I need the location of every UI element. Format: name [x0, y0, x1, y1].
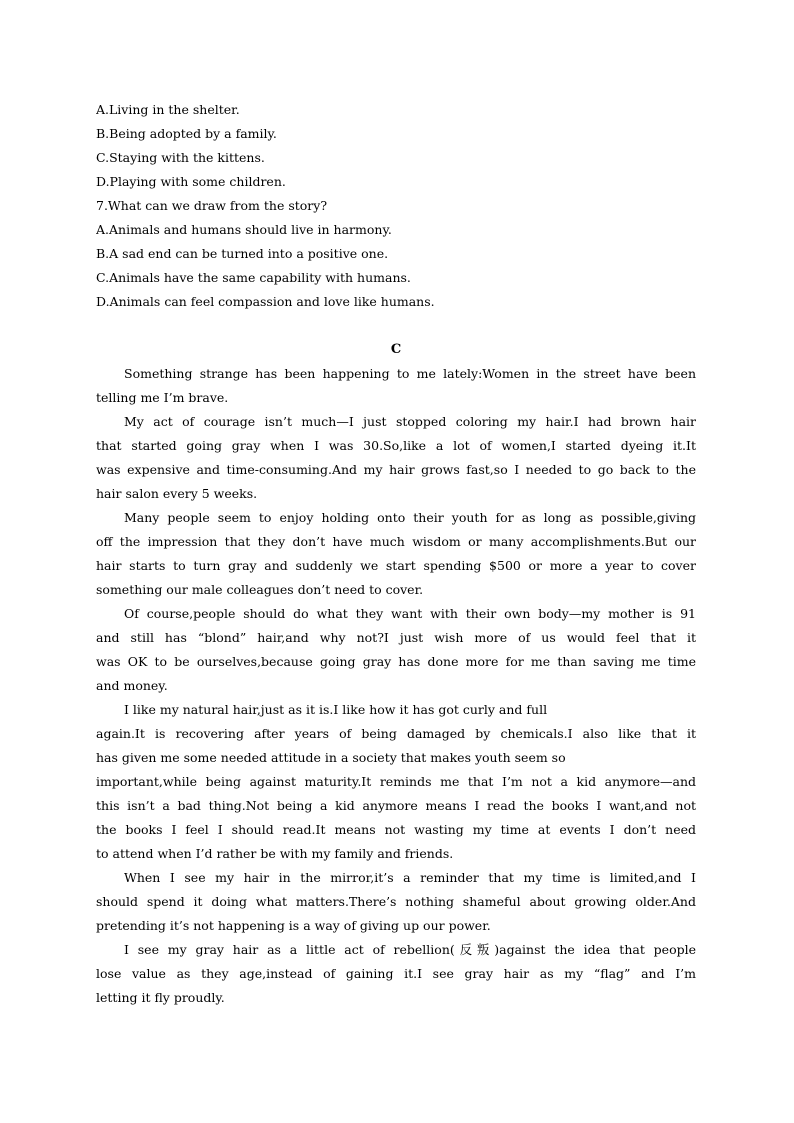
passage-line: letting it fly proudly. — [96, 990, 225, 1005]
paragraph — [96, 866, 696, 938]
q6-option-d: D.Playing with some children. — [96, 174, 286, 189]
paragraph — [96, 938, 696, 1010]
passage-line: the books I feel I should read.It means not wasting my time at events I don’t need — [96, 822, 696, 837]
q7-stem: 7.What can we draw from the story? — [96, 198, 328, 213]
section-title: C — [390, 342, 402, 357]
passage-line: telling me I’m brave. — [96, 390, 229, 405]
passage-line: and still has “blond” hair,and why not?I just wish more of us would feel that it — [96, 630, 696, 645]
passage-line: lose value as they age,instead of gaining it.I see gray hair as my “flag” and I’m — [96, 966, 696, 981]
passage-line: Something strange has been happening to me lately:Women in the street have been — [124, 366, 696, 381]
passage-line: something our male colleagues don’t need to cover. — [96, 582, 424, 597]
passage-line: that started going gray when I was 30.So,like a lot of women,I started dyeing it.It — [96, 438, 696, 453]
passage — [96, 362, 696, 1010]
paragraph — [96, 362, 696, 410]
q6-option-a: A.Living in the shelter. — [96, 102, 240, 117]
passage-line: this isn’t a bad thing.Not being a kid anymore means I read the books I want,and not — [96, 798, 696, 813]
passage-line: important,while being against maturity.It reminds me that I’m not a kid anymore—and — [96, 774, 696, 789]
q7-option-c: C.Animals have the same capability with humans. — [96, 270, 411, 285]
q6-option-c: C.Staying with the kittens. — [96, 150, 265, 165]
passage-line: and money. — [96, 678, 168, 693]
q7-option-a: A.Animals and humans should live in harmony. — [96, 222, 392, 237]
passage-line: I like my natural hair,just as it is.I like how it has got curly and full — [124, 702, 548, 717]
passage-line: My act of courage isn’t much—I just stopped coloring my hair.I had brown hair — [124, 414, 696, 429]
passage-line: Many people seem to enjoy holding onto their youth for as long as possible,giving — [124, 510, 696, 525]
passage-line: again.It is recovering after years of being damaged by chemicals.I also like that it — [96, 726, 696, 741]
q7-option-b: B.A sad end can be turned into a positive one. — [96, 246, 389, 261]
paragraph — [96, 698, 696, 866]
passage-line: When I see my hair in the mirror,it’s a reminder that my time is limited,and I — [124, 870, 696, 885]
passage-line: has given me some needed attitude in a society that makes youth seem so — [96, 750, 566, 765]
paragraph — [96, 602, 696, 698]
passage-line: was expensive and time-consuming.And my hair grows fast,so I needed to go back to the — [96, 462, 696, 477]
passage-line: to attend when I’d rather be with my family and friends. — [96, 846, 454, 861]
document-page — [96, 98, 696, 1010]
passage-line: hair salon every 5 weeks. — [96, 486, 258, 501]
q6-option-b: B.Being adopted by a family. — [96, 126, 277, 141]
question-6-options — [96, 98, 696, 194]
passage-line: off the impression that they don’t have much wisdom or many accomplishments.But our — [96, 534, 696, 549]
paragraph — [96, 410, 696, 506]
passage-line: pretending it’s not happening is a way of giving up our power. — [96, 918, 491, 933]
passage-line: Of course,people should do what they want with their own body—my mother is 91 — [124, 606, 696, 621]
question-7 — [96, 194, 696, 314]
q7-option-d: D.Animals can feel compassion and love like humans. — [96, 294, 435, 309]
passage-line: I see my gray hair as a little act of rebellion(反叛)against the idea that people — [124, 942, 696, 957]
paragraph — [96, 506, 696, 602]
passage-line: should spend it doing what matters.There’s nothing shameful about growing older.And — [96, 894, 696, 909]
passage-line: hair starts to turn gray and suddenly we start spending $500 or more a year to cover — [96, 558, 696, 573]
passage-line: was OK to be ourselves,because going gray has done more for me than saving me time — [96, 654, 696, 669]
